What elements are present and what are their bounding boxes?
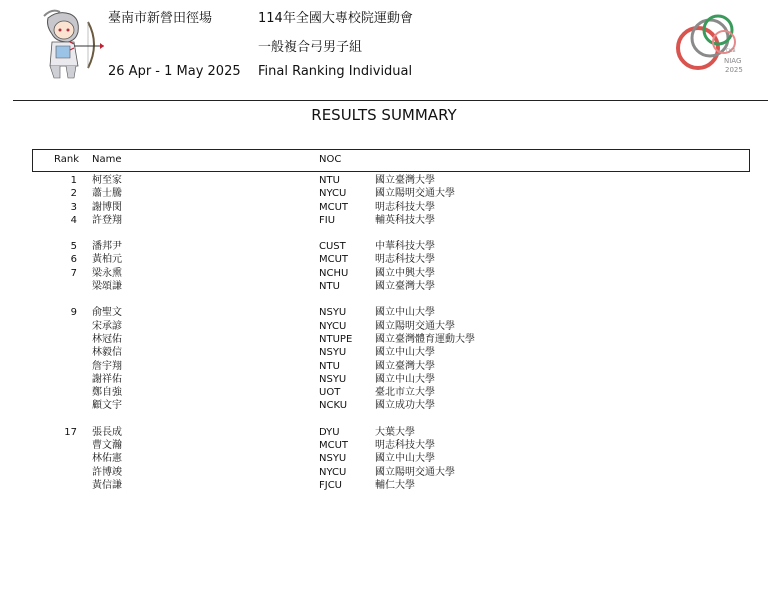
university-cell: 明志科技大學 [375,201,435,213]
rank-cell: 17 [64,426,77,438]
rank-cell: 5 [70,241,77,253]
noc-cell: NCHU [319,267,349,279]
noc-cell: NYCU [319,466,347,478]
result-row [0,360,768,373]
result-row [0,439,768,452]
noc-cell: NSYU [319,453,347,465]
noc-cell: NTU [319,175,340,186]
noc-cell: NCKU [319,400,348,412]
university-cell: 國立中山大學 [375,347,435,359]
noc-cell: FIU [319,214,336,226]
rank-cell: 7 [70,267,77,279]
logo-small-text: CJCB [726,48,736,53]
result-row [0,306,768,319]
venue: 臺南市新營田徑場 [108,11,213,26]
university-cell: 國立臺灣大學 [375,360,435,372]
result-row [0,333,768,346]
result-row [0,452,768,465]
result-row [0,187,768,200]
rank-cell: 9 [70,307,77,319]
university-cell: 國立中興大學 [375,267,435,279]
rank-cell: 6 [70,254,77,266]
university-cell: 輔仁大學 [375,479,415,491]
name-cell: 黃柏元 [92,254,122,266]
university-cell: 國立臺灣大學 [375,175,435,186]
result-row [0,426,768,439]
result-row [0,174,768,187]
name-cell: 曹文瀚 [92,440,122,452]
column-header-rank: Rank [54,154,79,165]
results-list [0,174,768,492]
rank-cell: 1 [70,175,77,186]
result-row [0,399,768,412]
university-cell: 國立臺灣體育運動大學 [375,333,475,345]
university-cell: 國立陽明交通大學 [375,320,455,332]
name-cell: 柯至家 [92,175,122,186]
result-row [0,214,768,227]
name-cell: 宋承諺 [92,320,122,332]
name-cell: 許博竣 [92,466,122,478]
event-title: 114年全國大專校院運動會 [258,11,413,26]
university-cell: 中華科技大學 [375,241,435,253]
logo-text-line2: 2025 [725,66,743,74]
noc-cell: FJCU [319,479,343,491]
result-row [0,267,768,280]
rank-cell: 2 [70,188,77,200]
noc-cell: NSYU [319,307,347,319]
university-cell: 國立臺灣大學 [375,281,435,293]
university-cell: 國立陽明交通大學 [375,188,455,200]
logo-text-line1: NIAG [724,57,742,65]
university-cell: 明志科技大學 [375,440,435,452]
column-header-noc: NOC [319,154,342,165]
noc-cell: NTUPE [319,333,353,345]
name-cell: 黃信謙 [92,479,122,491]
university-cell: 國立中山大學 [375,453,435,465]
column-header-row [32,149,750,172]
noc-cell: NYCU [319,188,347,200]
name-cell: 梁永熏 [92,267,122,279]
name-cell: 蕭士騰 [92,188,122,200]
result-row [0,479,768,492]
name-cell: 潘邦尹 [92,241,122,253]
result-row [0,240,768,253]
results-summary-title: RESULTS SUMMARY [311,106,457,124]
university-cell: 大葉大學 [375,426,415,438]
name-cell: 鄭自強 [92,387,122,399]
noc-cell: MCUT [319,440,349,452]
result-row [0,373,768,386]
university-cell: 國立成功大學 [375,400,435,412]
name-cell: 張長成 [92,426,122,438]
name-cell: 林冠佑 [92,333,122,345]
column-header-name: Name [92,154,122,165]
name-cell: 詹宇翔 [92,360,122,372]
university-cell: 輔英科技大學 [375,214,435,226]
noc-cell: NSYU [319,347,347,359]
result-row [0,466,768,479]
university-cell: 國立陽明交通大學 [375,466,455,478]
result-row [0,201,768,214]
niag-logo-icon [668,12,746,78]
name-cell: 俞聖文 [92,307,122,319]
noc-cell: NSYU [319,373,347,385]
name-cell: 顧文宇 [92,400,122,412]
university-cell: 臺北市立大學 [375,387,435,399]
noc-cell: NTU [319,281,340,293]
rank-cell: 4 [70,214,77,226]
noc-cell: MCUT [319,254,349,266]
name-cell: 梁頌謙 [92,281,122,293]
name-cell: 謝祥佑 [92,373,122,385]
result-row [0,386,768,399]
name-cell: 林佑憲 [92,453,122,465]
university-cell: 國立中山大學 [375,373,435,385]
noc-cell: NTU [319,360,340,372]
university-cell: 國立中山大學 [375,307,435,319]
event-dates: 26 Apr - 1 May 2025 [108,64,241,79]
header-divider [13,100,768,101]
name-cell: 林毅信 [92,347,122,359]
event-category: 一般複合弓男子組 [258,40,363,55]
university-cell: 明志科技大學 [375,254,435,266]
result-row [0,253,768,266]
noc-cell: MCUT [319,201,349,213]
name-cell: 謝博閔 [92,201,122,213]
name-cell: 許登翔 [92,214,122,226]
report-title: Final Ranking Individual [258,64,413,79]
mascot-icon [30,8,106,80]
noc-cell: UOT [319,387,341,399]
result-row [0,320,768,333]
noc-cell: DYU [319,426,340,438]
result-row [0,346,768,359]
rank-cell: 3 [70,201,77,213]
noc-cell: CUST [319,241,346,253]
noc-cell: NYCU [319,320,347,332]
result-row [0,280,768,293]
